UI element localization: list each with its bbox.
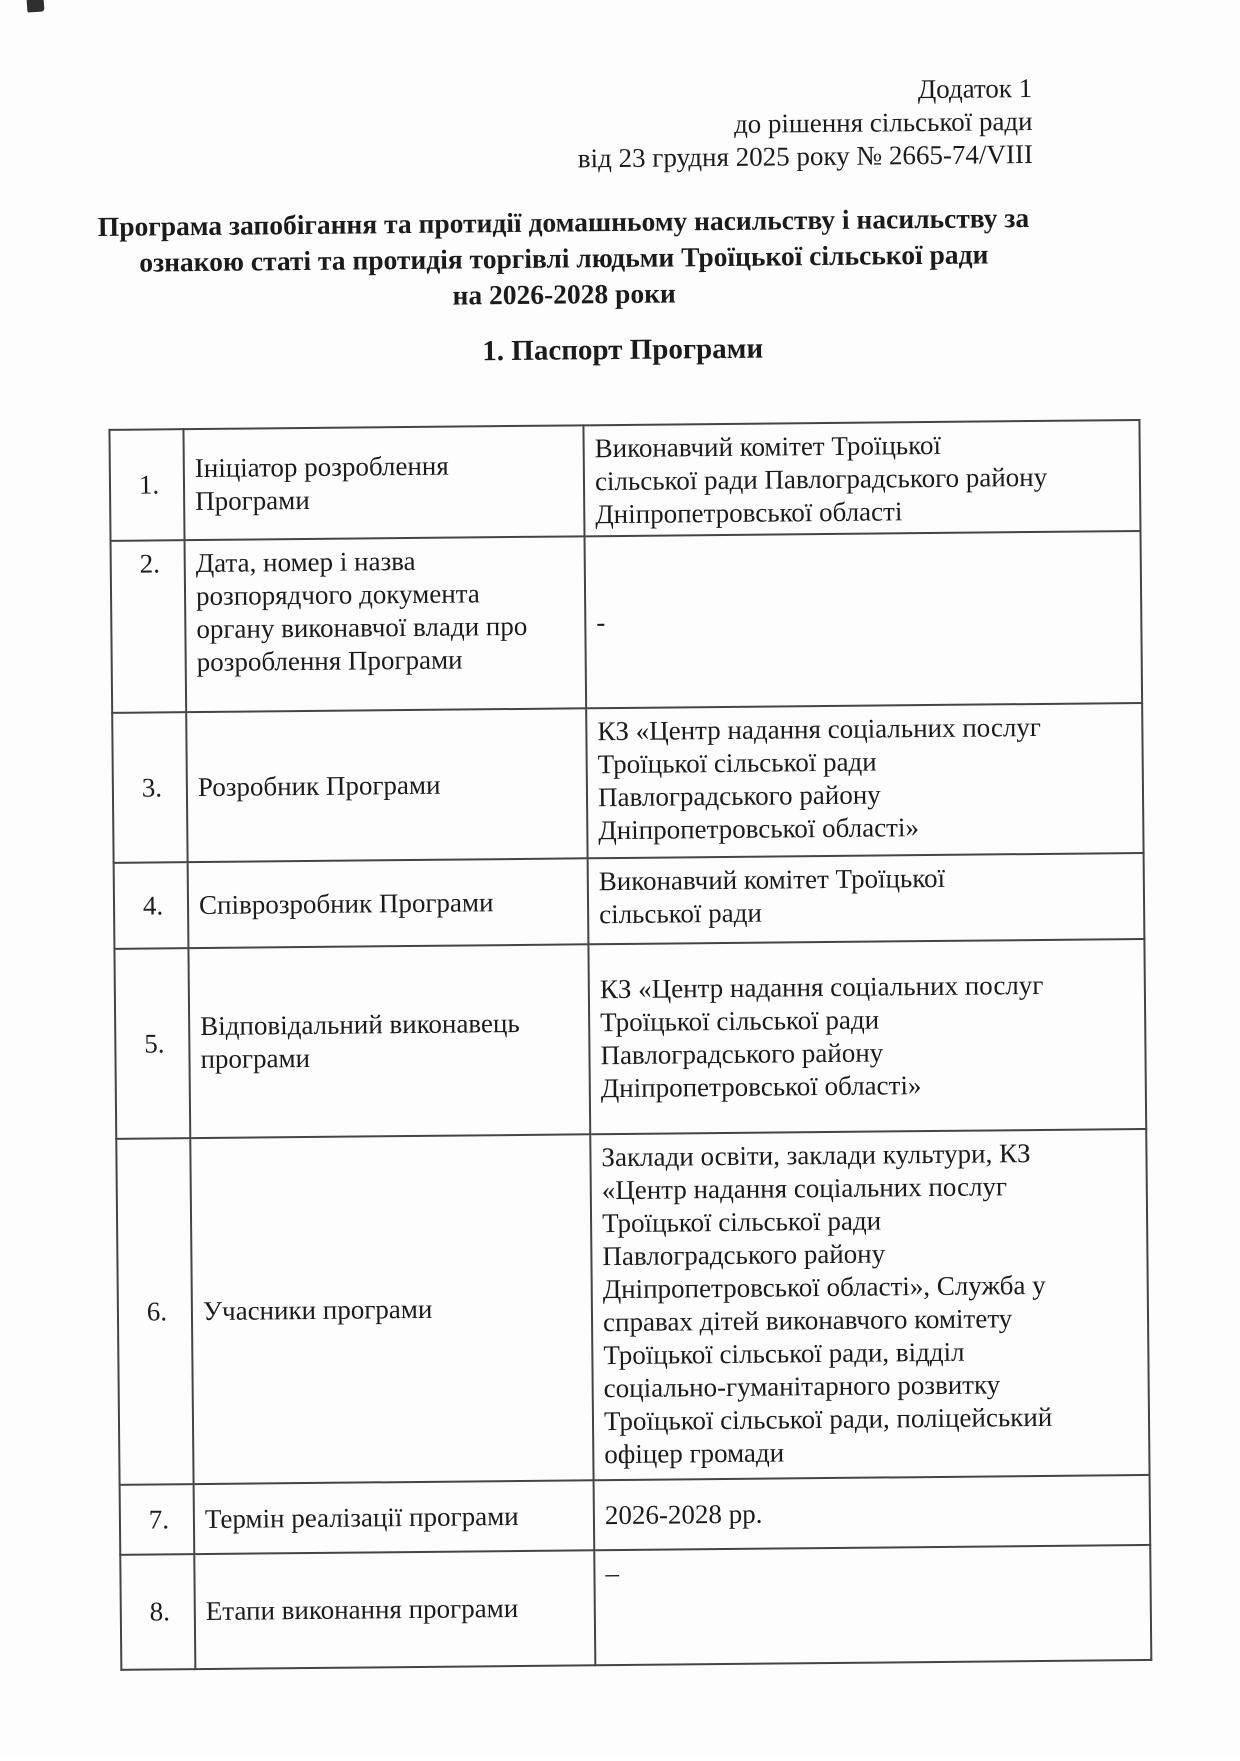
row-number: 8. — [120, 1554, 195, 1670]
row-value: Заклади освіти, заклади культури, КЗ «Центр надання соціальних послуг Троїцької сільської ради Павлоградського району Дніпропетровської області», Служба у справах дітей виконавчого комітету Троїцької сільської ради, відділ соціально-гуманітарного розвитку Троїцької сільської ради, поліцейський офіцер громади — [590, 1129, 1149, 1480]
row-label: Учасники програми — [190, 1134, 593, 1484]
header-line-date-number: від 23 грудня 2025 року № 2665-74/VIII — [577, 139, 1034, 174]
document-title: Програма запобігання та протидії домашньому насильству і насильству за ознакою статі та протидія торгівлі людьми Троїцької сільської ради на 2026-2028 роки — [97, 202, 1030, 311]
row-number: 6. — [116, 1138, 193, 1485]
header-line-annex: Додаток 1 — [917, 73, 1033, 105]
table-row — [114, 853, 1145, 949]
row-number: 3. — [112, 712, 187, 863]
document-header — [577, 72, 1033, 175]
section-heading: 1. Паспорт Програми — [482, 332, 764, 368]
row-label: Ініціатор розроблення Програми — [183, 425, 584, 540]
row-value: – — [594, 1545, 1151, 1665]
row-number: 5. — [114, 948, 190, 1139]
table-row — [120, 1545, 1151, 1670]
table-row — [114, 939, 1146, 1139]
row-number: 4. — [114, 862, 189, 949]
row-label: Етапи виконання програми — [194, 1550, 595, 1669]
row-number: 1. — [109, 429, 184, 541]
row-label: Відповідальний виконавець програми — [188, 944, 590, 1138]
table-row — [111, 531, 1143, 713]
row-number: 7. — [120, 1484, 195, 1555]
table-row — [120, 1475, 1151, 1555]
row-value: Виконавчий комітет Троїцької сільської ради Павлоградського району Дніпропетровської області — [583, 420, 1140, 536]
row-value: КЗ «Центр надання соціальних послуг Троїцької сільської ради Павлоградського району Дніпропетровської області» — [588, 939, 1146, 1134]
row-label: Дата, номер і назва розпорядчого документа органу виконавчої влади про розроблення Програми — [185, 536, 587, 712]
table-row — [116, 1129, 1149, 1485]
row-number: 2. — [111, 540, 187, 713]
row-label: Розробник Програми — [186, 708, 587, 862]
header-line-decision: до рішення сільської ради — [733, 106, 1033, 139]
row-value: 2026-2028 рр. — [594, 1475, 1151, 1550]
table-row — [109, 420, 1140, 541]
row-value: Виконавчий комітет Троїцької сільської ради — [588, 853, 1145, 944]
table-row — [112, 703, 1143, 863]
row-value: - — [585, 531, 1143, 708]
row-label: Співрозробник Програми — [188, 858, 589, 948]
row-label: Термін реалізації програми — [194, 1480, 595, 1554]
row-value: КЗ «Центр надання соціальних послуг Троїцької сільської ради Павлоградського району Дніпропетровської області» — [586, 703, 1143, 858]
passport-table — [108, 419, 1152, 1671]
